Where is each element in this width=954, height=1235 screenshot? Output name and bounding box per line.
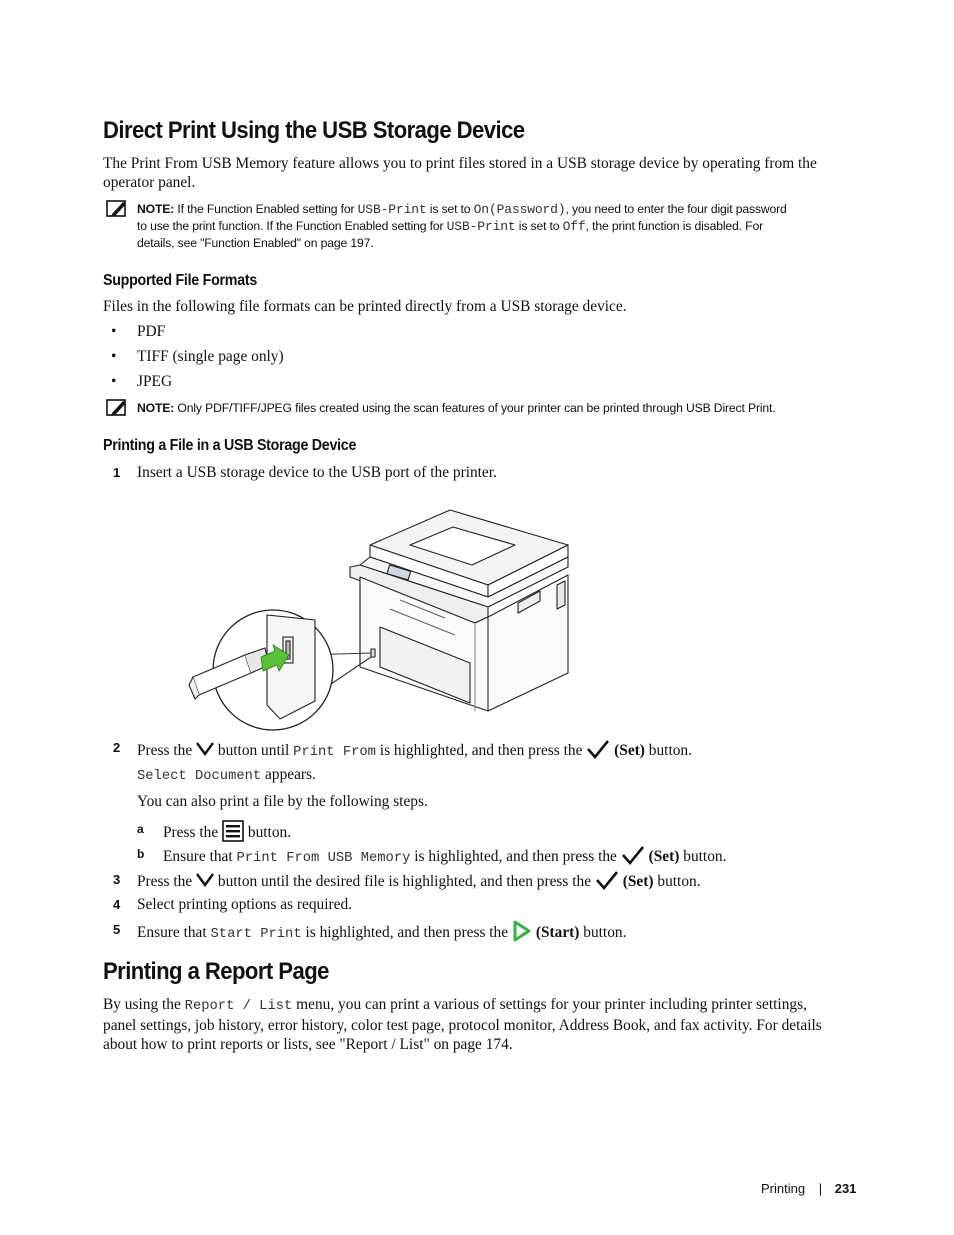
checkmark-set-icon — [586, 739, 610, 764]
code-usb-print: USB-Print — [446, 219, 516, 234]
step-number: 1 — [113, 465, 121, 480]
code-off: Off — [562, 219, 586, 234]
down-arrow-icon — [196, 742, 214, 761]
bullet: • — [111, 348, 117, 365]
start-icon — [512, 920, 532, 947]
substep-b-text: Ensure that Print From USB Memory is highlighted, and then press the (Set) button. — [163, 845, 726, 870]
checkmark-set-icon — [595, 870, 619, 895]
bullet: • — [111, 323, 117, 340]
page-footer — [761, 1181, 856, 1196]
step-1-text: Insert a USB storage device to the USB port of the printer. — [137, 464, 497, 481]
note-label: NOTE: — [137, 202, 175, 216]
step-4-text: Select printing options as required. — [137, 896, 352, 913]
step-2-alternative: You can also print a file by the following steps. — [137, 793, 428, 810]
subsection-title-printing-file: Printing a File in a USB Storage Device — [103, 437, 357, 454]
list-item: JPEG — [137, 373, 173, 390]
list-item: TIFF (single page only) — [137, 348, 284, 365]
section-title-report-page: Printing a Report Page — [103, 958, 329, 985]
substep-letter: a — [137, 822, 144, 836]
list-item: PDF — [137, 323, 166, 340]
step-2-result: Select Document appears. — [137, 766, 316, 784]
note-pencil-icon — [106, 399, 128, 422]
step-5-text: Ensure that Start Print is highlighted, and then press the (Start) button. — [137, 920, 626, 947]
note-pencil-icon — [106, 200, 128, 223]
step-number: 4 — [113, 897, 121, 912]
checkmark-set-icon — [621, 845, 645, 870]
page-number: 231 — [834, 1181, 857, 1196]
down-arrow-icon — [196, 873, 214, 892]
footer-separator: | — [818, 1181, 823, 1196]
footer-section: Printing — [761, 1181, 806, 1196]
intro-paragraph: The Print From USB Memory feature allows you to print files stored in a USB storage device by operating from the operator panel. — [103, 155, 817, 191]
subsection-title-formats: Supported File Formats — [103, 272, 257, 289]
section-title-direct-print: Direct Print Using the USB Storage Device — [103, 117, 525, 144]
substep-a-text: Press the button. — [163, 820, 291, 847]
code-print-from: Print From — [293, 745, 376, 761]
code-start-print: Start Print — [210, 927, 302, 943]
code-report-list: Report / List — [184, 999, 293, 1014]
code-select-document: Select Document — [137, 769, 262, 784]
note-file-formats: NOTE: Only PDF/TIFF/JPEG files created using the scan features of your printer can be printed through USB Direct Print. — [137, 401, 776, 415]
code-on-password: On(Password) — [473, 202, 566, 217]
step-number: 3 — [113, 872, 121, 887]
substep-letter: b — [137, 847, 145, 861]
step-2-text: Press the button until Print From is highlighted, and then press the (Set) button. — [137, 739, 692, 764]
code-print-from-usb-memory: Print From USB Memory — [236, 851, 411, 867]
bullet: • — [111, 373, 117, 390]
formats-intro: Files in the following file formats can be printed directly from a USB storage device. — [103, 298, 627, 315]
step-number: 2 — [113, 740, 121, 755]
code-usb-print: USB-Print — [357, 202, 427, 217]
menu-icon — [222, 820, 244, 847]
step-3-text: Press the button until the desired file is highlighted, and then press the (Set) button. — [137, 870, 701, 895]
printer-usb-illustration — [185, 505, 585, 742]
report-paragraph: By using the Report / List menu, you can print a various of settings for your printer including printer settings, panel settings, job history, error history, color test page, protocol monitor, Address Book, and fax activity. For details about how to print reports or lists, see "Report / List" on page 174. — [103, 996, 822, 1053]
note-label: NOTE: — [137, 401, 175, 415]
note-function-enabled: NOTE: If the Function Enabled setting for USB-Print is set to On(Password), you need to enter the four digit password to use the print function. If the Function Enabled setting for USB-Print is set to Off, the print function is disabled. For details, see "Function Enabled" on page 197. — [137, 202, 787, 250]
step-number: 5 — [113, 922, 121, 937]
